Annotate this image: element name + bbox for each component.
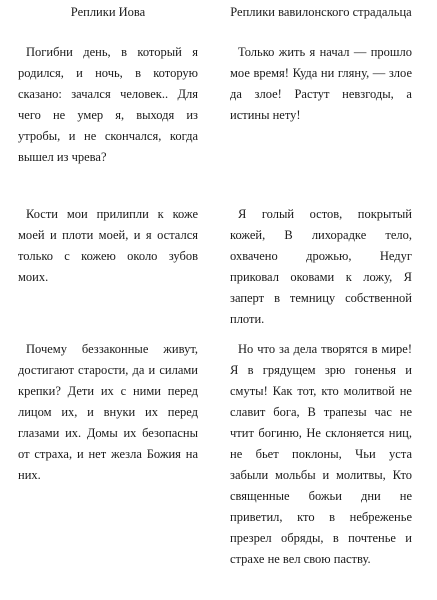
babylonian-paragraph-1: Только жить я начал — прошло мое время! Куда ни гляну, — злое да злое! Растут невзгоды, а истины нету! [230,45,412,122]
babylonian-paragraph-2: Я голый остов, покрытый кожей, В лихорадке тело, охвачено дрожью, Недуг приковал оковами к ложу, Я заперт в темницу собственной плоти. [230,207,412,326]
job-paragraph-2: Кости мои прилипли к коже моей и плоти моей, и я остался только с кожею около зубов моих. [18,207,198,284]
babylonian-sufferer-column [230,0,412,566]
job-replies-column [18,0,198,482]
job-paragraph-3: Почему беззаконные живут, достигают старости, да и силами крепки? Дети их с ними перед лицом их, и внуки их перед глазами их. Домы их безопасны от страха, и нет жезла Божия на них. [18,342,198,482]
job-column-heading: Реплики Иова [70,5,146,19]
babylonian-column-heading: Реплики вавилонского страдальца [230,5,412,19]
job-paragraph-1: Погибни день, в который я родился, и ночь, в которую сказано: зачался человек.. Для чего не умер я, выходя из утробы, и не скончался, когда вышел из чрева? [18,45,198,164]
babylonian-paragraph-3: Но что за дела творятся в мире! Я в грядущем зрю гоненья и смуты! Как тот, кто молитвой не славит бога, В трапезы час не чтит богиню, Не склоняется ниц, не бьет поклоны, Чьи уста забыли мольбы и молитвы, Кто священные божьи дни не приветил, кто в небреженье презрел обряды, в почтенье и страхе не вел свою паству. [230,342,412,566]
